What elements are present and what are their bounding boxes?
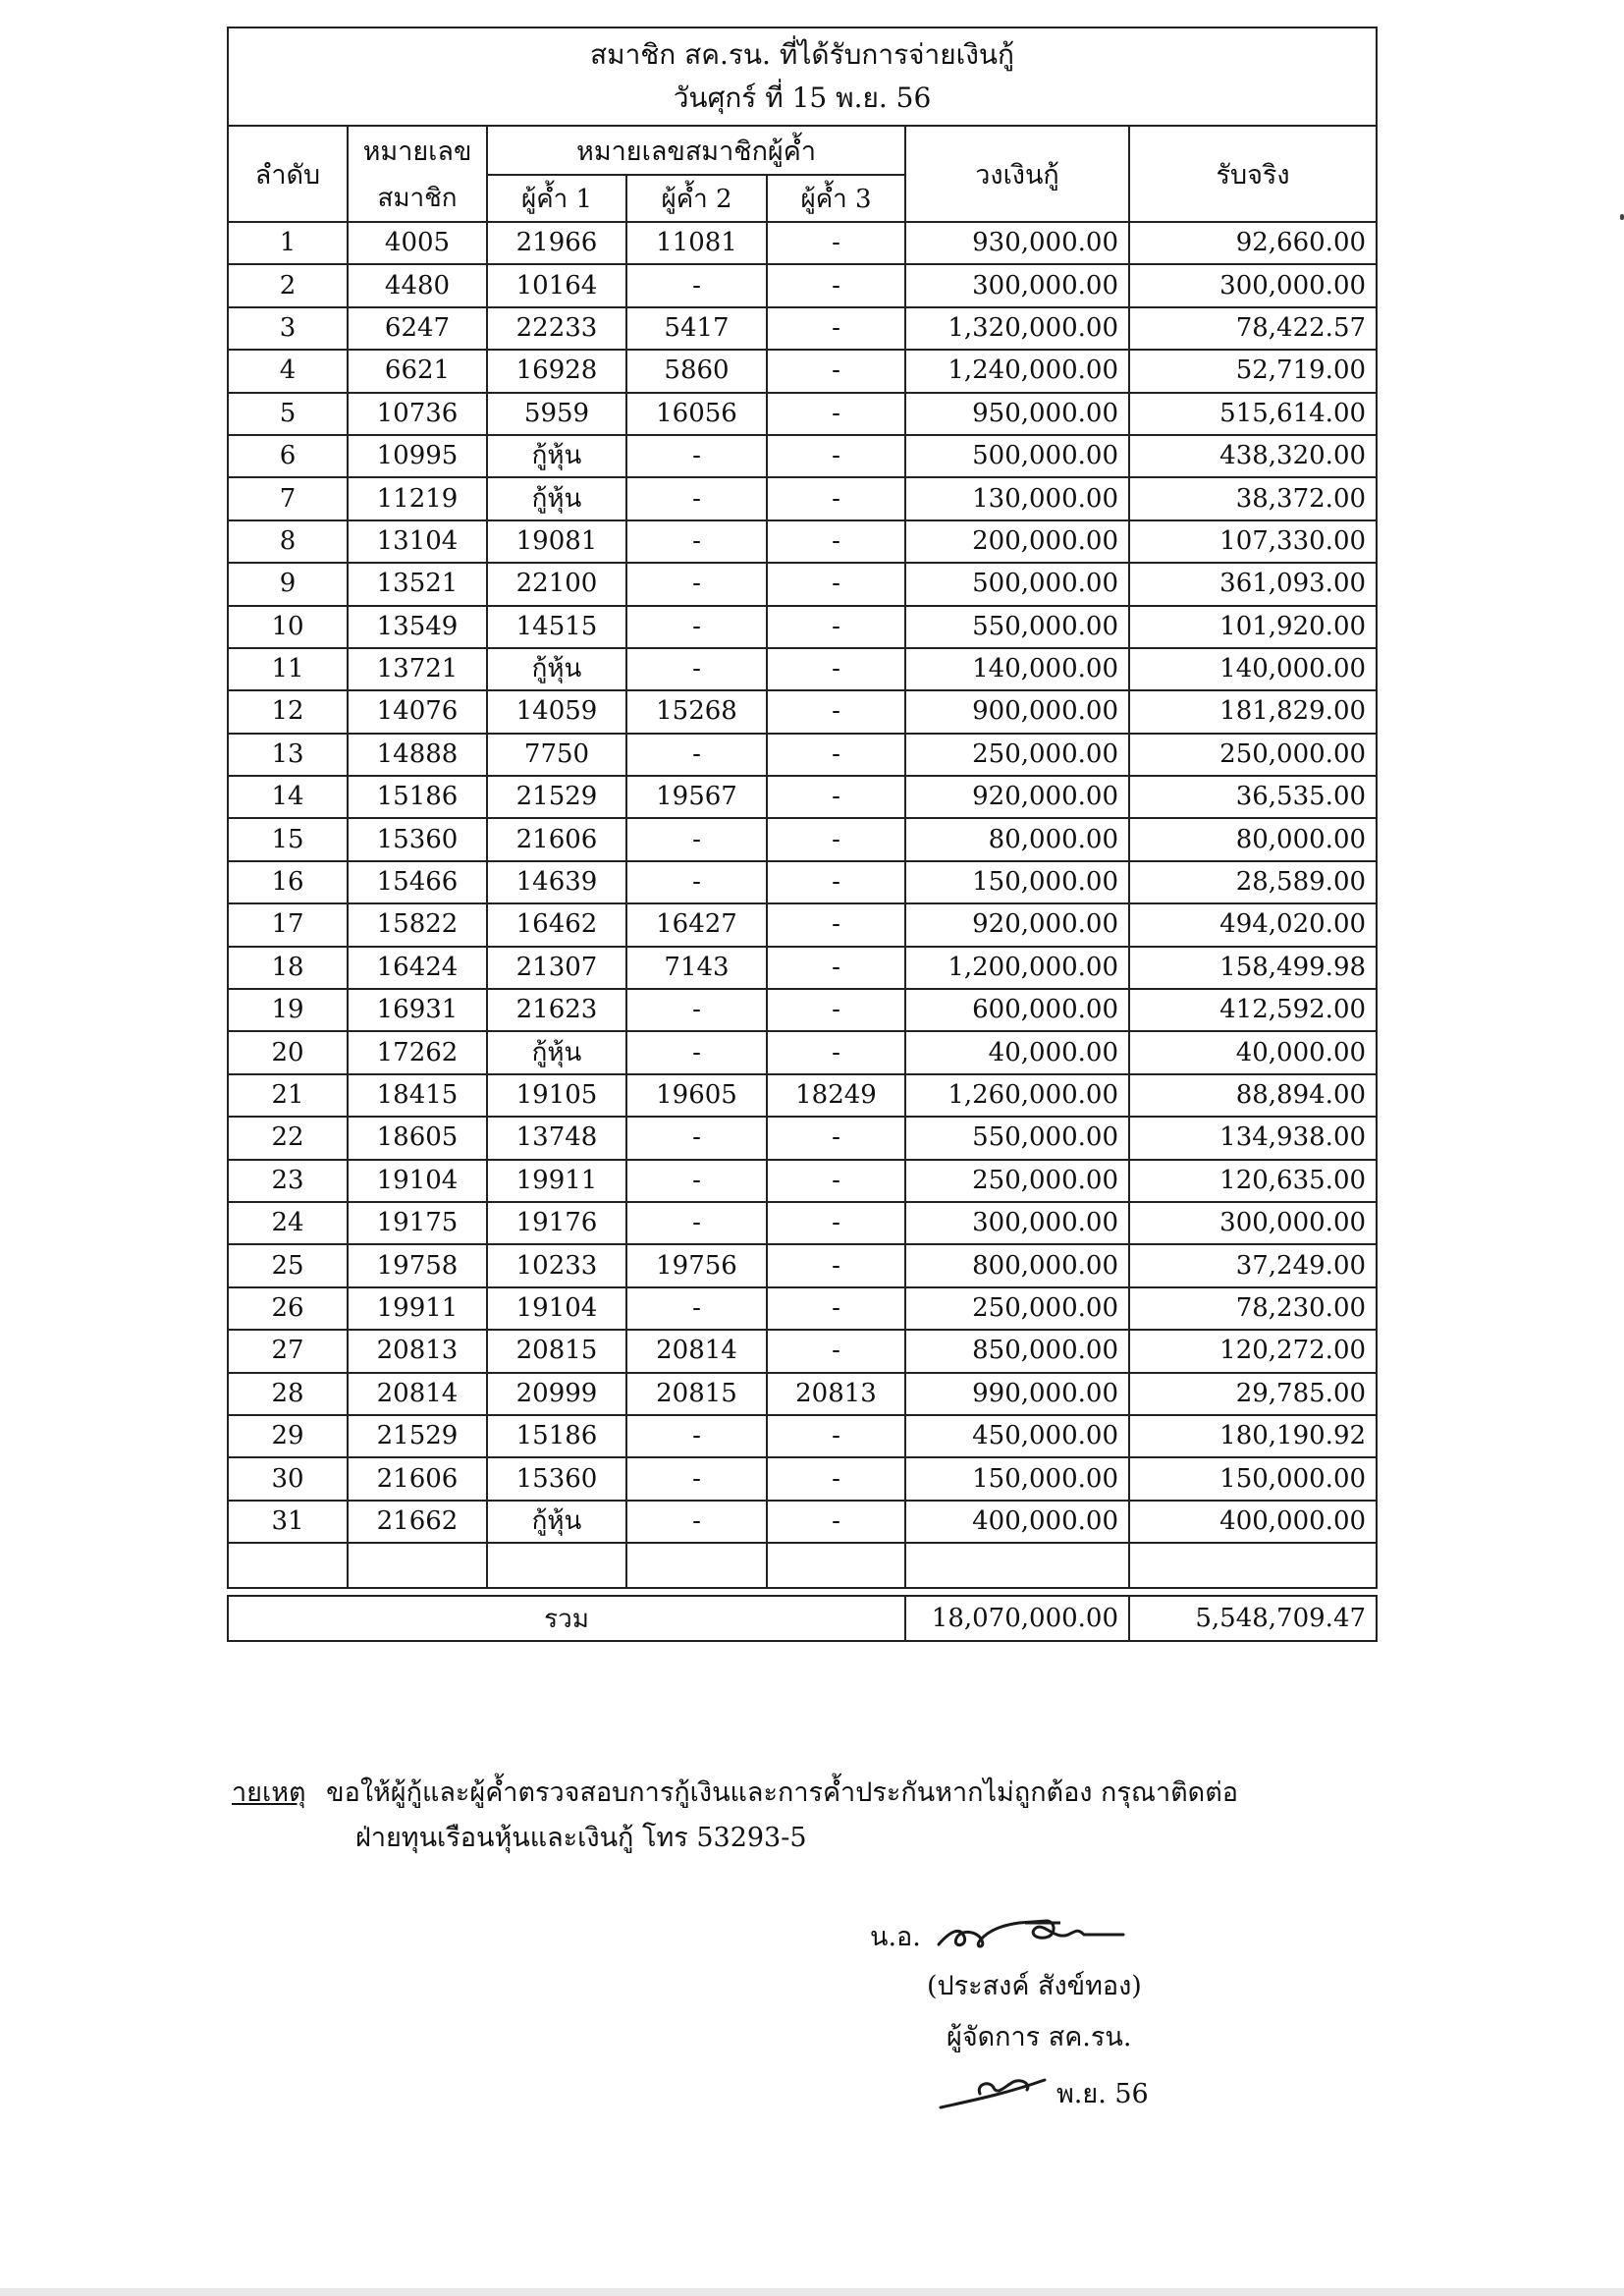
row-seq: 7 bbox=[228, 477, 348, 519]
row-guarantor-2: 15268 bbox=[626, 690, 767, 733]
row-guarantor-1: 22100 bbox=[487, 563, 626, 605]
row-guarantor-3: - bbox=[767, 947, 905, 989]
row-member-no: 10736 bbox=[348, 393, 487, 435]
table-row bbox=[228, 1373, 1377, 1415]
row-guarantor-2: - bbox=[626, 648, 767, 690]
total-loan-amount: 18,070,000.00 bbox=[905, 1596, 1129, 1641]
row-seq: 10 bbox=[228, 606, 348, 648]
row-seq: 24 bbox=[228, 1202, 348, 1244]
row-guarantor-2: - bbox=[626, 1501, 767, 1543]
row-loan-amount: 1,260,000.00 bbox=[905, 1074, 1129, 1117]
header-seq: ลำดับ bbox=[228, 126, 348, 222]
row-seq: 14 bbox=[228, 776, 348, 818]
row-loan-amount: 130,000.00 bbox=[905, 477, 1129, 519]
table-row bbox=[228, 393, 1377, 435]
row-guarantor-2: 5860 bbox=[626, 350, 767, 392]
table-row bbox=[228, 1117, 1377, 1159]
row-seq: 15 bbox=[228, 818, 348, 860]
row-guarantor-2: 19567 bbox=[626, 776, 767, 818]
row-guarantor-2: - bbox=[626, 1117, 767, 1159]
row-seq: 23 bbox=[228, 1160, 348, 1202]
row-seq: 19 bbox=[228, 989, 348, 1031]
row-guarantor-1: กู้หุ้น bbox=[487, 435, 626, 477]
row-guarantor-1: 19104 bbox=[487, 1287, 626, 1330]
row-seq: 2 bbox=[228, 264, 348, 306]
row-guarantor-3: - bbox=[767, 818, 905, 860]
row-loan-amount: 200,000.00 bbox=[905, 520, 1129, 563]
table-row bbox=[228, 734, 1377, 776]
table-row bbox=[228, 947, 1377, 989]
row-seq: 11 bbox=[228, 648, 348, 690]
row-guarantor-3: - bbox=[767, 1501, 905, 1543]
row-received: 400,000.00 bbox=[1129, 1501, 1377, 1543]
row-guarantor-3: - bbox=[767, 1117, 905, 1159]
row-guarantor-1: 21529 bbox=[487, 776, 626, 818]
row-guarantor-1: กู้หุ้น bbox=[487, 1501, 626, 1543]
row-received: 180,190.92 bbox=[1129, 1415, 1377, 1457]
handwritten-signature bbox=[931, 1901, 1127, 1960]
row-member-no: 15360 bbox=[348, 818, 487, 860]
table-row bbox=[228, 648, 1377, 690]
row-guarantor-1: 22233 bbox=[487, 307, 626, 350]
row-guarantor-3: - bbox=[767, 903, 905, 946]
row-member-no: 4005 bbox=[348, 222, 487, 264]
row-received: 38,372.00 bbox=[1129, 477, 1377, 519]
row-member-no: 4480 bbox=[348, 264, 487, 306]
row-seq: 12 bbox=[228, 690, 348, 733]
row-guarantor-3: - bbox=[767, 307, 905, 350]
table-row bbox=[228, 1202, 1377, 1244]
row-seq: 16 bbox=[228, 861, 348, 903]
table-row bbox=[228, 563, 1377, 605]
row-seq: 20 bbox=[228, 1031, 348, 1073]
remarks-line-2: ฝ่ายทุนเรือนหุ้นและเงินกู้ โทร 53293-5 bbox=[355, 1823, 807, 1853]
loan-payment-table bbox=[227, 27, 1378, 1642]
row-guarantor-3: - bbox=[767, 1287, 905, 1330]
row-guarantor-3: - bbox=[767, 1330, 905, 1372]
row-member-no: 15186 bbox=[348, 776, 487, 818]
row-guarantor-2: - bbox=[626, 1202, 767, 1244]
row-guarantor-3: 18249 bbox=[767, 1074, 905, 1117]
row-guarantor-2: 19756 bbox=[626, 1244, 767, 1286]
table-row bbox=[228, 350, 1377, 392]
table-row bbox=[228, 1501, 1377, 1543]
row-guarantor-2: - bbox=[626, 563, 767, 605]
row-received: 28,589.00 bbox=[1129, 861, 1377, 903]
table-row bbox=[228, 1244, 1377, 1286]
remarks-label: ายเหตุ bbox=[232, 1777, 306, 1808]
row-guarantor-2: - bbox=[626, 520, 767, 563]
row-seq: 9 bbox=[228, 563, 348, 605]
row-guarantor-2: - bbox=[626, 264, 767, 306]
row-guarantor-1: 13748 bbox=[487, 1117, 626, 1159]
signature-prefix: น.อ. bbox=[870, 1922, 921, 1952]
table-row bbox=[228, 307, 1377, 350]
row-guarantor-1: 20999 bbox=[487, 1373, 626, 1415]
row-received: 412,592.00 bbox=[1129, 989, 1377, 1031]
row-loan-amount: 600,000.00 bbox=[905, 989, 1129, 1031]
row-received: 494,020.00 bbox=[1129, 903, 1377, 946]
table-row bbox=[228, 690, 1377, 733]
header-loan-amount: วงเงินกู้ bbox=[905, 126, 1129, 222]
row-loan-amount: 550,000.00 bbox=[905, 606, 1129, 648]
row-guarantor-2: 20815 bbox=[626, 1373, 767, 1415]
row-received: 300,000.00 bbox=[1129, 264, 1377, 306]
row-guarantor-1: 5959 bbox=[487, 393, 626, 435]
row-member-no: 19104 bbox=[348, 1160, 487, 1202]
row-guarantor-3: - bbox=[767, 520, 905, 563]
row-guarantor-3: - bbox=[767, 1031, 905, 1073]
row-guarantor-1: 19105 bbox=[487, 1074, 626, 1117]
row-guarantor-2: - bbox=[626, 861, 767, 903]
row-guarantor-2: - bbox=[626, 435, 767, 477]
row-received: 36,535.00 bbox=[1129, 776, 1377, 818]
row-loan-amount: 1,320,000.00 bbox=[905, 307, 1129, 350]
row-received: 78,230.00 bbox=[1129, 1287, 1377, 1330]
row-member-no: 15466 bbox=[348, 861, 487, 903]
row-received: 120,635.00 bbox=[1129, 1160, 1377, 1202]
row-guarantor-2: 16427 bbox=[626, 903, 767, 946]
row-seq: 26 bbox=[228, 1287, 348, 1330]
table-row bbox=[228, 1457, 1377, 1500]
header-guarantor-2: ผู้ค้ำ 2 bbox=[626, 175, 767, 222]
table-body bbox=[228, 222, 1377, 1543]
row-guarantor-1: 15186 bbox=[487, 1415, 626, 1457]
table-row bbox=[228, 1287, 1377, 1330]
row-guarantor-3: - bbox=[767, 435, 905, 477]
row-member-no: 13521 bbox=[348, 563, 487, 605]
table-row bbox=[228, 1330, 1377, 1372]
row-seq: 13 bbox=[228, 734, 348, 776]
row-received: 250,000.00 bbox=[1129, 734, 1377, 776]
row-received: 107,330.00 bbox=[1129, 520, 1377, 563]
table-row bbox=[228, 903, 1377, 946]
row-loan-amount: 150,000.00 bbox=[905, 861, 1129, 903]
row-guarantor-2: - bbox=[626, 606, 767, 648]
row-guarantor-1: 14059 bbox=[487, 690, 626, 733]
signature-date: พ.ย. 56 bbox=[1056, 2079, 1149, 2109]
title-line-1: สมาชิก สค.รน. ที่ได้รับการจ่ายเงินกู้ bbox=[590, 38, 1014, 71]
row-guarantor-2: 20814 bbox=[626, 1330, 767, 1372]
scan-bottom-edge bbox=[0, 2288, 1624, 2296]
row-loan-amount: 300,000.00 bbox=[905, 1202, 1129, 1244]
row-loan-amount: 1,200,000.00 bbox=[905, 947, 1129, 989]
total-label: รวม bbox=[228, 1596, 905, 1641]
row-guarantor-1: 7750 bbox=[487, 734, 626, 776]
table-row bbox=[228, 989, 1377, 1031]
row-guarantor-3: - bbox=[767, 1202, 905, 1244]
row-member-no: 18605 bbox=[348, 1117, 487, 1159]
row-received: 181,829.00 bbox=[1129, 690, 1377, 733]
row-member-no: 20814 bbox=[348, 1373, 487, 1415]
row-guarantor-1: 21307 bbox=[487, 947, 626, 989]
row-loan-amount: 80,000.00 bbox=[905, 818, 1129, 860]
row-loan-amount: 250,000.00 bbox=[905, 1160, 1129, 1202]
handwritten-date-mark bbox=[937, 2064, 1064, 2113]
row-guarantor-3: - bbox=[767, 264, 905, 306]
remarks bbox=[232, 1771, 1238, 1861]
row-guarantor-1: 14639 bbox=[487, 861, 626, 903]
row-received: 29,785.00 bbox=[1129, 1373, 1377, 1415]
row-received: 134,938.00 bbox=[1129, 1117, 1377, 1159]
row-member-no: 16931 bbox=[348, 989, 487, 1031]
row-loan-amount: 950,000.00 bbox=[905, 393, 1129, 435]
row-guarantor-3: - bbox=[767, 690, 905, 733]
row-member-no: 19175 bbox=[348, 1202, 487, 1244]
row-guarantor-1: 10164 bbox=[487, 264, 626, 306]
row-received: 101,920.00 bbox=[1129, 606, 1377, 648]
row-guarantor-3: 20813 bbox=[767, 1373, 905, 1415]
row-loan-amount: 800,000.00 bbox=[905, 1244, 1129, 1286]
row-member-no: 19911 bbox=[348, 1287, 487, 1330]
row-loan-amount: 930,000.00 bbox=[905, 222, 1129, 264]
row-member-no: 14076 bbox=[348, 690, 487, 733]
row-received: 40,000.00 bbox=[1129, 1031, 1377, 1073]
table-row bbox=[228, 776, 1377, 818]
table-row bbox=[228, 477, 1377, 519]
row-guarantor-3: - bbox=[767, 393, 905, 435]
row-loan-amount: 990,000.00 bbox=[905, 1373, 1129, 1415]
row-received: 300,000.00 bbox=[1129, 1202, 1377, 1244]
row-seq: 22 bbox=[228, 1117, 348, 1159]
row-received: 515,614.00 bbox=[1129, 393, 1377, 435]
row-loan-amount: 140,000.00 bbox=[905, 648, 1129, 690]
row-received: 88,894.00 bbox=[1129, 1074, 1377, 1117]
table-row bbox=[228, 606, 1377, 648]
row-guarantor-1: กู้หุ้น bbox=[487, 477, 626, 519]
row-guarantor-2: - bbox=[626, 1287, 767, 1330]
signatory-position: ผู้จัดการ สค.รน. bbox=[947, 2022, 1132, 2052]
row-guarantor-2: - bbox=[626, 1457, 767, 1500]
row-seq: 25 bbox=[228, 1244, 348, 1286]
table-row bbox=[228, 861, 1377, 903]
row-loan-amount: 400,000.00 bbox=[905, 1501, 1129, 1543]
row-member-no: 15822 bbox=[348, 903, 487, 946]
row-guarantor-2: 19605 bbox=[626, 1074, 767, 1117]
row-guarantor-1: กู้หุ้น bbox=[487, 1031, 626, 1073]
row-received: 150,000.00 bbox=[1129, 1457, 1377, 1500]
row-loan-amount: 500,000.00 bbox=[905, 563, 1129, 605]
row-seq: 1 bbox=[228, 222, 348, 264]
row-member-no: 6247 bbox=[348, 307, 487, 350]
table-row bbox=[228, 435, 1377, 477]
table-row bbox=[228, 222, 1377, 264]
row-guarantor-2: - bbox=[626, 1031, 767, 1073]
row-guarantor-3: - bbox=[767, 648, 905, 690]
row-guarantor-2: - bbox=[626, 1415, 767, 1457]
row-received: 140,000.00 bbox=[1129, 648, 1377, 690]
row-member-no: 21529 bbox=[348, 1415, 487, 1457]
row-guarantor-1: 21623 bbox=[487, 989, 626, 1031]
row-seq: 28 bbox=[228, 1373, 348, 1415]
title-line-2: วันศุกร์ ที่ 15 พ.ย. 56 bbox=[673, 82, 932, 114]
row-guarantor-3: - bbox=[767, 222, 905, 264]
row-seq: 6 bbox=[228, 435, 348, 477]
row-seq: 8 bbox=[228, 520, 348, 563]
row-loan-amount: 150,000.00 bbox=[905, 1457, 1129, 1500]
table-row bbox=[228, 818, 1377, 860]
row-seq: 29 bbox=[228, 1415, 348, 1457]
row-received: 361,093.00 bbox=[1129, 563, 1377, 605]
row-received: 158,499.98 bbox=[1129, 947, 1377, 989]
row-guarantor-2: 5417 bbox=[626, 307, 767, 350]
row-guarantor-1: 10233 bbox=[487, 1244, 626, 1286]
scan-edge-mark bbox=[1620, 214, 1624, 220]
row-loan-amount: 300,000.00 bbox=[905, 264, 1129, 306]
row-guarantor-3: - bbox=[767, 734, 905, 776]
row-seq: 30 bbox=[228, 1457, 348, 1500]
row-received: 92,660.00 bbox=[1129, 222, 1377, 264]
row-seq: 4 bbox=[228, 350, 348, 392]
row-loan-amount: 40,000.00 bbox=[905, 1031, 1129, 1073]
row-guarantor-1: 19911 bbox=[487, 1160, 626, 1202]
header-received: รับจริง bbox=[1129, 126, 1377, 222]
row-guarantor-2: 16056 bbox=[626, 393, 767, 435]
row-member-no: 21662 bbox=[348, 1501, 487, 1543]
row-received: 52,719.00 bbox=[1129, 350, 1377, 392]
row-member-no: 13104 bbox=[348, 520, 487, 563]
row-loan-amount: 450,000.00 bbox=[905, 1415, 1129, 1457]
row-seq: 17 bbox=[228, 903, 348, 946]
row-guarantor-3: - bbox=[767, 606, 905, 648]
row-seq: 31 bbox=[228, 1501, 348, 1543]
row-member-no: 20813 bbox=[348, 1330, 487, 1372]
table-row bbox=[228, 520, 1377, 563]
row-seq: 5 bbox=[228, 393, 348, 435]
row-loan-amount: 850,000.00 bbox=[905, 1330, 1129, 1372]
table-row bbox=[228, 1074, 1377, 1117]
row-member-no: 13549 bbox=[348, 606, 487, 648]
row-guarantor-3: - bbox=[767, 1415, 905, 1457]
row-guarantor-1: 16928 bbox=[487, 350, 626, 392]
header-guarantor-3: ผู้ค้ำ 3 bbox=[767, 175, 905, 222]
signatory-name: (ประสงค์ สังข์ทอง) bbox=[927, 1971, 1142, 2001]
row-guarantor-2: - bbox=[626, 1160, 767, 1202]
row-guarantor-3: - bbox=[767, 1457, 905, 1500]
row-member-no: 6621 bbox=[348, 350, 487, 392]
row-seq: 18 bbox=[228, 947, 348, 989]
total-received: 5,548,709.47 bbox=[1129, 1596, 1377, 1641]
row-guarantor-1: 15360 bbox=[487, 1457, 626, 1500]
row-guarantor-2: - bbox=[626, 734, 767, 776]
row-received: 78,422.57 bbox=[1129, 307, 1377, 350]
table-title bbox=[228, 27, 1377, 126]
row-guarantor-3: - bbox=[767, 776, 905, 818]
empty-row bbox=[228, 1543, 1377, 1588]
row-member-no: 19758 bbox=[348, 1244, 487, 1286]
row-guarantor-3: - bbox=[767, 350, 905, 392]
row-guarantor-1: 19081 bbox=[487, 520, 626, 563]
row-guarantor-1: 19176 bbox=[487, 1202, 626, 1244]
row-loan-amount: 250,000.00 bbox=[905, 734, 1129, 776]
header-member-no-line2: สมาชิก bbox=[348, 175, 487, 222]
row-loan-amount: 900,000.00 bbox=[905, 690, 1129, 733]
header-member-no-line1: หมายเลข bbox=[348, 126, 487, 175]
row-guarantor-3: - bbox=[767, 1244, 905, 1286]
row-member-no: 11219 bbox=[348, 477, 487, 519]
row-guarantor-3: - bbox=[767, 477, 905, 519]
row-guarantor-3: - bbox=[767, 1160, 905, 1202]
row-loan-amount: 920,000.00 bbox=[905, 776, 1129, 818]
row-received: 120,272.00 bbox=[1129, 1330, 1377, 1372]
row-guarantor-3: - bbox=[767, 989, 905, 1031]
table-row bbox=[228, 264, 1377, 306]
table-row bbox=[228, 1160, 1377, 1202]
row-member-no: 18415 bbox=[348, 1074, 487, 1117]
row-guarantor-1: 14515 bbox=[487, 606, 626, 648]
row-seq: 27 bbox=[228, 1330, 348, 1372]
row-guarantor-3: - bbox=[767, 563, 905, 605]
row-loan-amount: 1,240,000.00 bbox=[905, 350, 1129, 392]
row-loan-amount: 550,000.00 bbox=[905, 1117, 1129, 1159]
row-guarantor-3: - bbox=[767, 861, 905, 903]
row-member-no: 17262 bbox=[348, 1031, 487, 1073]
row-received: 37,249.00 bbox=[1129, 1244, 1377, 1286]
row-member-no: 10995 bbox=[348, 435, 487, 477]
row-guarantor-2: - bbox=[626, 989, 767, 1031]
remarks-line-1: ขอให้ผู้กู้และผู้ค้ำตรวจสอบการกู้เงินและการค้ำประกันหากไม่ถูกต้อง กรุณาติดต่อ bbox=[326, 1777, 1238, 1808]
row-loan-amount: 920,000.00 bbox=[905, 903, 1129, 946]
row-member-no: 14888 bbox=[348, 734, 487, 776]
row-guarantor-1: 21606 bbox=[487, 818, 626, 860]
header-guarantor-group: หมายเลขสมาชิกผู้ค้ำ bbox=[487, 126, 905, 175]
row-guarantor-1: 21966 bbox=[487, 222, 626, 264]
row-received: 438,320.00 bbox=[1129, 435, 1377, 477]
row-guarantor-2: 11081 bbox=[626, 222, 767, 264]
row-loan-amount: 250,000.00 bbox=[905, 1287, 1129, 1330]
row-guarantor-2: - bbox=[626, 477, 767, 519]
table-row bbox=[228, 1415, 1377, 1457]
table-row bbox=[228, 1031, 1377, 1073]
row-guarantor-2: 7143 bbox=[626, 947, 767, 989]
row-guarantor-1: 20815 bbox=[487, 1330, 626, 1372]
row-member-no: 21606 bbox=[348, 1457, 487, 1500]
row-member-no: 16424 bbox=[348, 947, 487, 989]
row-seq: 21 bbox=[228, 1074, 348, 1117]
row-loan-amount: 500,000.00 bbox=[905, 435, 1129, 477]
row-seq: 3 bbox=[228, 307, 348, 350]
spacer-row bbox=[228, 1588, 1377, 1596]
row-member-no: 13721 bbox=[348, 648, 487, 690]
total-row bbox=[228, 1596, 1377, 1641]
row-received: 80,000.00 bbox=[1129, 818, 1377, 860]
row-guarantor-1: 16462 bbox=[487, 903, 626, 946]
row-guarantor-1: กู้หุ้น bbox=[487, 648, 626, 690]
header-guarantor-1: ผู้ค้ำ 1 bbox=[487, 175, 626, 222]
row-guarantor-2: - bbox=[626, 818, 767, 860]
